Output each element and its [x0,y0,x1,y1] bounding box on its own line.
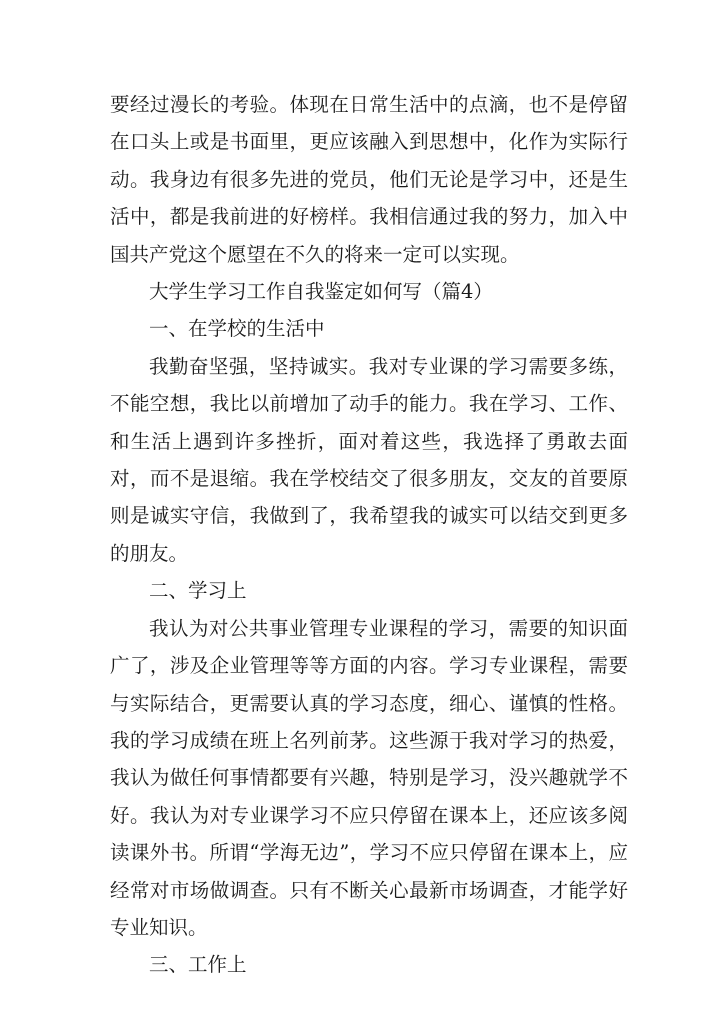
paragraph-school-life: 我勤奋坚强，坚持诚实。我对专业课的学习需要多练，不能空想，我比以前增加了动手的能力。我在学习、工作、和生活上遇到许多挫折，面对着这些，我选择了勇敢去面对，而不是退缩。我在学校结交了很多朋友，交友的首要原则是诚实守信，我做到了，我希望我的诚实可以结交到更多的朋友。 [110,354,628,565]
heading-study: 二、学习上 [149,579,247,603]
paragraph-study: 我认为对公共事业管理专业课程的学习，需要的知识面广了，涉及企业管理等等方面的内容。学习专业课程，需要与实际结合，更需要认真的学习态度，细心、谨慎的性格。我的学习成绩在班上名列前茅。这些源于我对学习的热爱，我认为做任何事情都要有兴趣，特别是学习，没兴趣就学不好。我认为对专业课学习不应只停留在课本上，还应该多阅读课外书。所谓“学海无边”，学习不应只停留在课本上，应经常对市场做调查。只有不断关心最新市场调查，才能学好专业知识。 [110,616,628,939]
heading-work: 三、工作上 [149,953,247,977]
section-title: 大学生学习工作自我鉴定如何写（篇4） [149,280,493,304]
document-body [110,86,628,984]
paragraph-intro-continuation: 要经过漫长的考验。体现在日常生活中的点滴，也不是停留在口头上或是书面里，更应该融入到思想中，化作为实际行动。我身边有很多先进的党员，他们无论是学习中，还是生活中，都是我前进的好榜样。我相信通过我的努力，加入中国共产党这个愿望在不久的将来一定可以实现。 [110,93,628,266]
heading-school-life: 一、在学校的生活中 [149,317,325,341]
